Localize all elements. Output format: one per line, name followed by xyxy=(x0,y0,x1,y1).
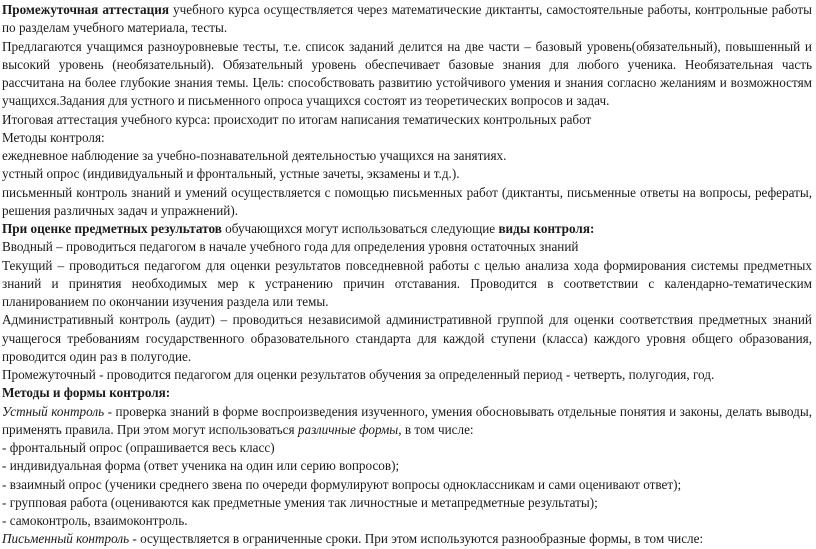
paragraph-intermediate-control: Промежуточный - проводится педагогом для оценки результатов обучения за определенный период - четверть, полугодия, год. xyxy=(2,367,715,382)
term-oral-control: Устный контроль xyxy=(2,403,105,419)
list-item: - индивидуальная форма (ответ ученика на один или серию вопросов); xyxy=(2,458,400,474)
paragraph-oral-survey: устный опрос (индивидуальный и фронтальный, устные зачеты, экзамены и т.д.). xyxy=(2,166,460,182)
term-intermediate-attestation: Промежуточная аттестация xyxy=(2,2,169,17)
paragraph-text: - осуществляется в ограниченные сроки. При этом используются разнообразные формы, в том числе: xyxy=(129,531,704,547)
heading-control-forms-text: Методы и формы контроля: xyxy=(2,385,171,401)
term-subject-results: При оценке предметных результатов xyxy=(2,221,222,236)
paragraph-text: - проверка знаний в форме воспроизведения изученного, умения обосновывать отдельные понятия и законы, делать выводы, применять правила. При этом могут использоваться xyxy=(2,403,813,437)
paragraph-intermediate-attestation xyxy=(2,1,812,38)
list-item: - групповая работа (оцениваются как предметные умения так личностные и метапредметные результаты); xyxy=(2,494,598,510)
paragraph-control-types xyxy=(2,220,812,238)
list-item: - взаимный опрос (ученики среднего звена по очереди формулируют вопросы одноклассникам и сами оценивают ответ); xyxy=(2,476,682,492)
paragraph-daily-observation: ежедневное наблюдение за учебно-познавательной деятельностью учащихся на занятиях. xyxy=(2,148,507,163)
term-written-control: Письменный контроль xyxy=(2,531,130,547)
term-control-types: виды контроля: xyxy=(498,221,595,236)
paragraph-written-control: письменный контроль знаний и умений осуществляется с помощью письменных работ (диктанты, письменные ответы на вопросы, рефераты, решения различных задач и упражнений). xyxy=(2,184,812,218)
paragraph-current-control: Текущий – проводиться педагогом для оценки результатов повседневной работы с целью анализа хода формирования системы предметных знаний и принятия необходимых мер к устранению причин отставания. Проводится в соответствии с календарно-тематическим планированием по окончании изучения раздела или темы. xyxy=(2,257,812,309)
paragraph-written-control-forms xyxy=(2,530,812,548)
paragraph-text: обучающихся могут использоваться следующие xyxy=(221,221,499,236)
paragraph-text: в том числе: xyxy=(401,421,474,437)
list-item: - самоконтроль, взаимоконтроль. xyxy=(2,513,188,528)
paragraph-introductory-control: Вводный – проводиться педагогом в начале учебного года для определения уровня остаточных знаний xyxy=(2,239,579,255)
list-item: - фронтальный опрос (опрашивается весь класс) xyxy=(2,440,275,455)
paragraph-administrative-control: Административный контроль (аудит) – проводиться независимой административной группой для оценки соответствия предметных знаний учащегося требованиям государственного образовательного стандарта для каждой ступени (класса) каждого уровня общего образования, проводится один раз в полугодие. xyxy=(2,312,812,364)
paragraph-oral-control xyxy=(2,403,812,440)
heading-control-methods: Методы контроля: xyxy=(2,129,105,145)
paragraph-multilevel-tests: Предлагаются учащимся разноуровневые тесты, т.е. список заданий делится на две части – базовый уровень(обязательный), повышенный и высокий уровень (необязательный). Обязательный уровень обеспечивает базовые знания для любого ученика. Необязательная часть рассчитана на более глубокие знания темы. Цель: способствовать развитию устойчивого умения и знания согласно желаниям и возможностям учащихся.Задания для устного и письменного опроса учащихся состоят из теоретических вопросов и задач. xyxy=(2,38,812,109)
paragraph-final-attestation: Итоговая аттестация учебного курса: происходит по итогам написания тематических контрольных работ xyxy=(2,111,592,127)
paragraph-text: учебного курса осуществляется через математические диктанты, самостоятельные работы, контрольные работы по разделам учебного материала, тесты. xyxy=(2,2,812,36)
heading-control-forms xyxy=(2,384,812,402)
term-various-forms: различные формы, xyxy=(297,421,402,437)
